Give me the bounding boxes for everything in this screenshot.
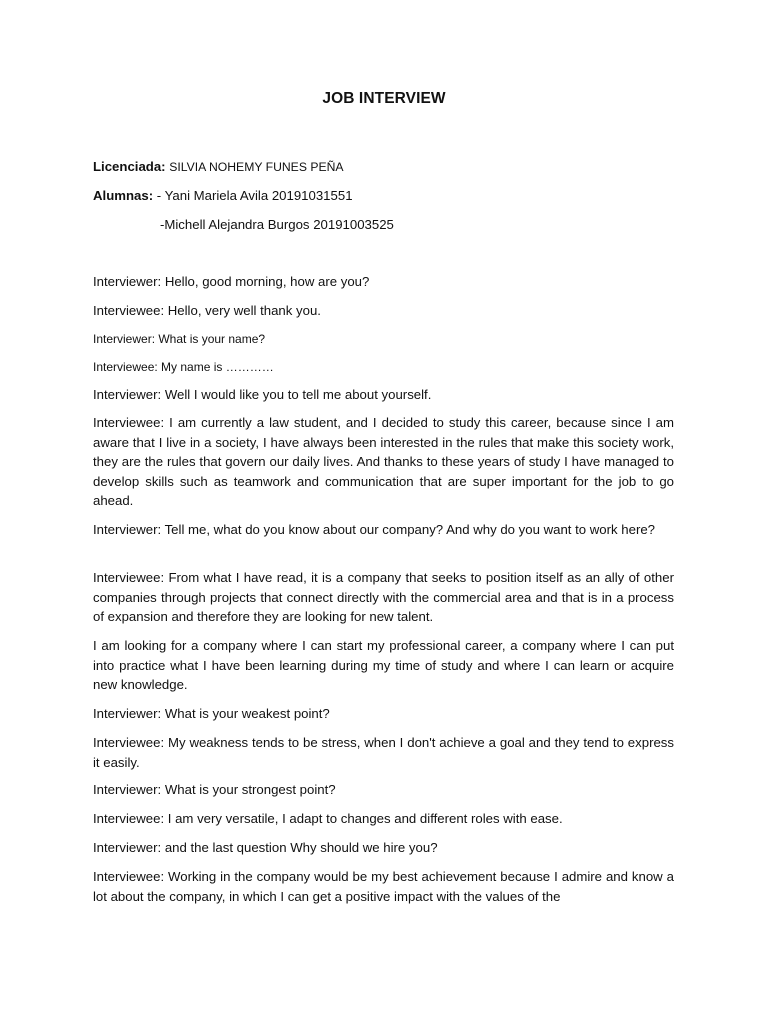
dialogue-line-14: Interviewer: and the last question Why should we hire you? — [93, 840, 438, 855]
licenciada-label: Licenciada: — [93, 159, 166, 174]
dialogue-paragraph-15: Interviewee: Working in the company would be my best achievement because I admire and know a lot about the company, in which I can get a positive impact with the values of the — [93, 869, 674, 904]
licenciada-name: SILVIA NOHEMY FUNES PEÑA — [169, 160, 344, 174]
dialogue-line-4: Interviewee: My name is ………… — [93, 360, 274, 374]
dialogue-line-13: Interviewee: I am very versatile, I adapt to changes and different roles with ease. — [93, 811, 563, 826]
alumnas-label: Alumnas: — [93, 188, 154, 203]
dialogue-line-10: Interviewer: What is your weakest point? — [93, 706, 330, 721]
alumnas-line — [93, 188, 353, 203]
dialogue-line-1: Interviewer: Hello, good morning, how are you? — [93, 274, 370, 289]
dialogue-line-12: Interviewer: What is your strongest point? — [93, 782, 336, 797]
licenciada-line — [93, 159, 344, 174]
dialogue-paragraph-11: Interviewee: My weakness tends to be stress, when I don't achieve a goal and they tend to express it easily. — [93, 735, 674, 770]
dialogue-paragraph-9: I am looking for a company where I can start my professional career, a company where I can put into practice what I have been learning during my time of study and where I can learn or acquire new knowledge. — [93, 638, 674, 692]
document-title: JOB INTERVIEW — [322, 90, 446, 107]
alumna-1: - Yani Mariela Avila 20191031551 — [156, 188, 353, 203]
dialogue-line-2: Interviewee: Hello, very well thank you. — [93, 303, 321, 318]
dialogue-paragraph-8: Interviewee: From what I have read, it is a company that seeks to position itself as an ally of other companies through projects that connect directly with the commercial area and that is in a process of expansion and therefore they are looking for new talent. — [93, 570, 674, 624]
alumna-2: -Michell Alejandra Burgos 20191003525 — [160, 217, 394, 232]
dialogue-paragraph-7: Interviewer: Tell me, what do you know about our company? And why do you want to work here? — [93, 522, 655, 537]
dialogue-line-3: Interviewer: What is your name? — [93, 332, 266, 346]
dialogue-line-5: Interviewer: Well I would like you to tell me about yourself. — [93, 387, 432, 402]
dialogue-paragraph-6: Interviewee: I am currently a law student, and I decided to study this career, because since I am aware that I live in a society, I have always been interested in the rules that make this society work, they are the rules that govern our daily lives. And thanks to these years of study I have managed to develop skills such as teamwork and communication that are super important for the job to go ahead. — [93, 415, 674, 508]
